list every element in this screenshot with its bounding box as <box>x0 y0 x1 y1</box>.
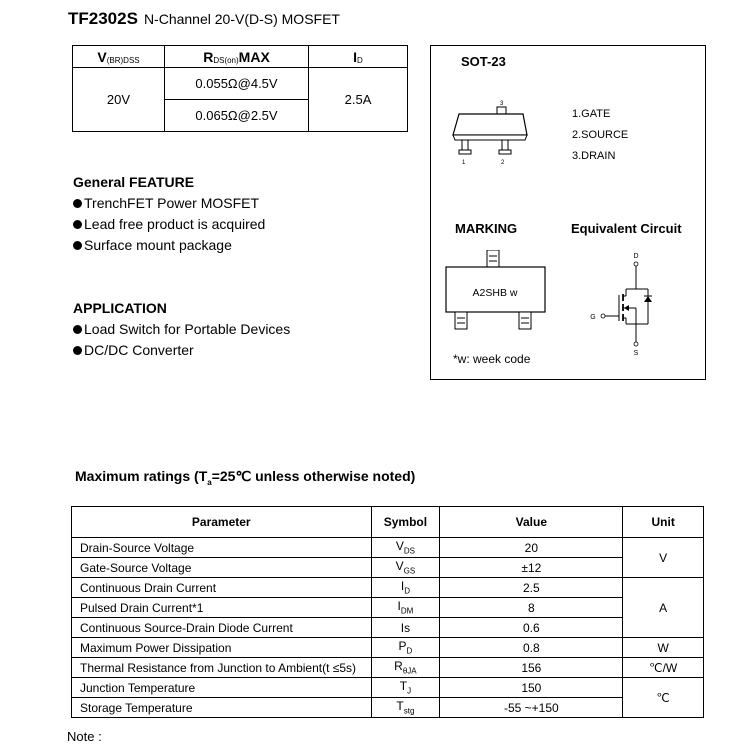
marking-left-lead <box>455 312 467 329</box>
drain-terminal <box>634 262 638 266</box>
spec-vbr-value: 20V <box>73 68 165 132</box>
circuit-source-label: S <box>633 350 639 357</box>
gate-terminal <box>601 314 605 318</box>
marking-drawing <box>441 250 551 334</box>
pin-number-2: 2 <box>501 160 505 166</box>
bullet-icon <box>73 325 82 334</box>
page-title <box>68 9 340 29</box>
marking-top-lead <box>487 250 499 267</box>
table-row: Thermal Resistance from Junction to Ambient(t ≤5s) $R_{\theta JA}$ 156 ℃/W <box>72 658 704 678</box>
table-row: Gate-Source Voltage $V_{GS}$ ±12 <box>72 558 704 578</box>
part-description: N-Channel 20-V(D-S) MOSFET <box>143 11 340 27</box>
marking-text: A2SHB w <box>472 287 518 299</box>
table-row: Maximum Power Dissipation $P_D$ 0.8 W <box>72 638 704 658</box>
feature-item: Lead free product is acquired <box>73 216 265 232</box>
unit-cell: A <box>623 578 704 638</box>
table-row: Continuous Drain Current $I_D$ 2.5 A <box>72 578 704 598</box>
table-row: Junction Temperature $T_J$ 150 ℃ <box>72 678 704 698</box>
marking-right-lead <box>519 312 531 329</box>
pin-2-foot <box>499 150 511 154</box>
pin-source-label: 2.SOURCE <box>572 129 629 141</box>
package-name: SOT-23 <box>461 54 506 69</box>
bullet-icon <box>73 346 82 355</box>
bullet-icon <box>73 199 82 208</box>
sot23-package-drawing <box>449 98 549 178</box>
spec-rds-row1: 0.055Ω@4.5V <box>165 68 309 100</box>
feature-item: TrenchFET Power MOSFET <box>73 195 259 211</box>
package-info-box <box>430 45 706 380</box>
table-row: Drain-Source Voltage $V_{DS}$ 20 V <box>72 538 704 558</box>
part-number: TF2302S <box>68 9 138 28</box>
application-heading: APPLICATION <box>73 300 167 316</box>
pin-drain-label: 3.DRAIN <box>572 150 616 162</box>
bullet-icon <box>73 241 82 250</box>
circuit-drain-label: D <box>633 253 639 260</box>
equivalent-circuit-drawing <box>581 249 661 359</box>
bullet-icon <box>73 220 82 229</box>
spec-id-value: 2.5A <box>309 68 408 132</box>
body-diode-icon <box>644 296 652 302</box>
circuit-heading: Equivalent Circuit <box>571 221 682 236</box>
table-row: Pulsed Drain Current*1 $I_{DM}$ 8 <box>72 598 704 618</box>
unit-cell: ℃/W <box>623 658 704 678</box>
marking-heading: MARKING <box>455 221 518 236</box>
fet-arrow-icon <box>624 305 629 311</box>
spec-header-rds: $R_{DS(on)}MAX$ <box>165 46 309 68</box>
unit-cell: W <box>623 638 704 658</box>
marking-note: *w: week code <box>453 352 531 366</box>
sot23-body-edge <box>453 135 527 140</box>
application-item: Load Switch for Portable Devices <box>73 321 290 337</box>
general-feature-heading: General FEATURE <box>73 174 195 190</box>
max-ratings-title: Maximum ratings ($T_a=25℃$ unless otherwise noted) <box>75 468 416 487</box>
feature-item: Surface mount package <box>73 237 232 253</box>
spec-summary-table <box>72 45 408 132</box>
pin-gate-label: 1.GATE <box>572 108 611 120</box>
application-item: DC/DC Converter <box>73 342 194 358</box>
col-header-value: Value <box>440 507 623 538</box>
unit-cell: V <box>623 538 704 578</box>
table-row: Continuous Source-Drain Diode Current Is 0.6 <box>72 618 704 638</box>
col-header-symbol: Symbol <box>371 507 440 538</box>
spec-header-vbr: $V_{(BR)DSS}$ <box>73 46 165 68</box>
pin-number-1: 1 <box>462 160 466 166</box>
circuit-gate-label: G <box>590 314 596 321</box>
source-terminal <box>634 342 638 346</box>
note-label: Note : <box>67 729 102 744</box>
col-header-parameter: Parameter <box>72 507 372 538</box>
pin-number-3: 3 <box>500 101 504 107</box>
sot23-body <box>453 114 527 135</box>
unit-cell: ℃ <box>623 678 704 718</box>
pin-3-lead <box>497 107 506 114</box>
col-header-unit: Unit <box>623 507 704 538</box>
max-ratings-table <box>71 506 704 718</box>
spec-header-id: $I_D$ <box>309 46 408 68</box>
pin-1-foot <box>459 150 471 154</box>
table-row: Storage Temperature $T_{stg}$ -55 ~+150 <box>72 698 704 718</box>
spec-rds-row2: 0.065Ω@2.5V <box>165 100 309 132</box>
